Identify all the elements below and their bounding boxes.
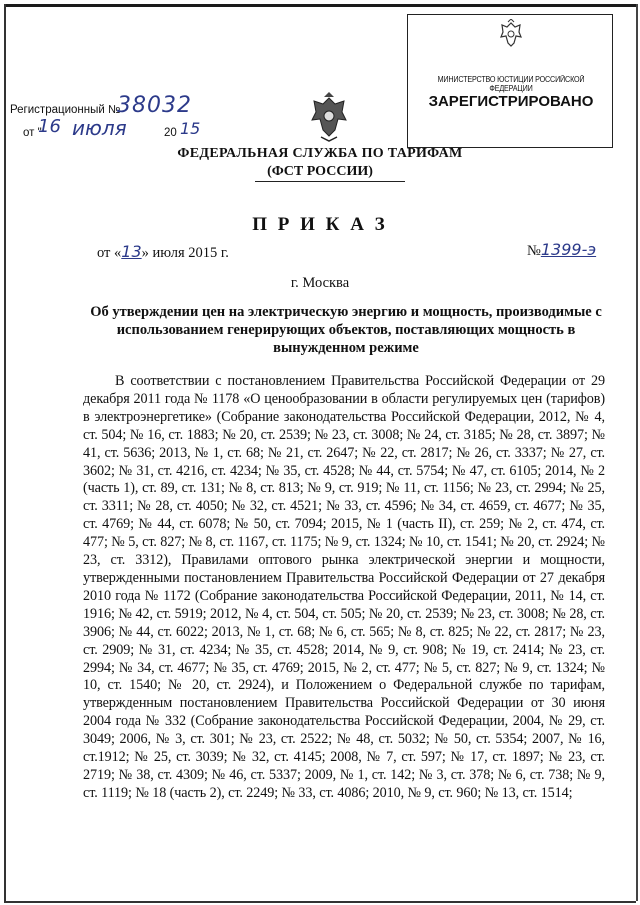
stamp-year-prefix: 20	[164, 127, 177, 139]
scan-edge-top	[4, 4, 636, 7]
stamp-ministry: МИНИСТЕРСТВО ЮСТИЦИИ РОССИЙСКОЙ ФЕДЕРАЦИИ	[437, 75, 585, 93]
document-title: Об утверждении цен на электрическую энергию и мощность, производимые с использованием генерирующих объектов, поставляющих мощность в вынужденном режиме	[90, 304, 602, 356]
stamp-year-handwritten: 15	[180, 119, 201, 138]
stamp-date-prefix: от "	[23, 127, 42, 139]
order-title: П Р И К А З	[252, 214, 388, 235]
order-date-suffix: » июля 2015 г.	[141, 245, 229, 261]
scan-edge-bottom	[4, 901, 636, 903]
stamp-day: 16	[38, 116, 61, 137]
order-city: г. Москва	[290, 275, 350, 291]
stamp-reg-label: Регистрационный №	[10, 104, 121, 116]
scan-edge-left	[4, 4, 6, 901]
coat-of-arms-small-icon	[498, 19, 524, 49]
stamp-month: июля	[72, 116, 127, 140]
header-divider	[255, 181, 405, 182]
agency-abbreviation: (ФСТ РОССИИ)	[267, 164, 373, 179]
stamp-reg-number: 38032	[117, 93, 192, 118]
registration-stamp	[407, 14, 613, 148]
order-date-day: 13	[121, 242, 142, 261]
order-number-value: 1399-э	[540, 240, 597, 259]
order-date-prefix: от «	[97, 245, 122, 261]
scan-edge-right	[636, 4, 638, 901]
body-paragraph: В соответствии с постановлением Правительства Российской Федерации от 29 декабря 2011 года № 1178 «О ценообразовании в области регулируемых цен (тарифов) в электроэнергетике» (Собрание законодательства Российской Федерации, 2012, № 4, ст. 504; № 16, ст. 1883; № 20, ст. 2539; № 23, ст. 3008; № 24, ст. 3185; № 28, ст. 3897; № 41, ст. 5636; 2013, № 1, ст. 68; № 21, ст. 2647; № 22, ст. 2817; № 26, ст. 3337; № 27, ст. 3602; № 31, ст. 4216, ст. 4234; № 35, ст. 4528; № 44, ст. 5754; № 47, ст. 6105; 2014, № 2 (часть 1), ст. 89, ст. 131; № 8, ст. 813; № 9, ст. 919; № 11, ст. 1156; № 23, ст. 2994; № 25, ст. 3311; № 28, ст. 4050; № 32, ст. 4521; № 33, ст. 4596; № 34, ст. 4659, ст. 4677; № 35, ст. 4769; № 44, ст. 6078; № 50, ст. 7094; 2015, № 1 (часть II), ст. 259; № 2, ст. 474, ст. 477; № 5, ст. 827; № 8, ст. 1167, ст. 1175; № 9, ст. 1324; № 10, ст. 1541; № 20, ст. 2924; № 23, ст. 3312), Правилами оптового рынка электрической энергии и мощности, утвержденными постановлением Правительства Российской Федерации от 27 декабря 2010 года № 1172 (Собрание законодательства Российской Федерации, 2011, № 14, ст. 1916; № 42, ст. 5919; 2012, № 4, ст. 504, ст. 505; № 20, ст. 2539; № 23, ст. 3008; № 28, ст. 3906; № 44, ст. 6022; 2013, № 1, ст. 68; № 6, ст. 565; № 8, ст. 825; № 22, ст. 2817; № 23, ст. 2909; № 31, ст. 4234; № 35, ст. 4528; 2014, № 9, ст. 908; № 19, ст. 2414; № 23, ст. 2994; № 34, ст. 4677; № 35, ст. 4769; 2015, № 2, ст. 477; № 5, ст. 827; № 9, ст. 1324; № 10, ст. 1540; № 20, ст. 2924), и Положением о Федеральной службе по тарифам, утвержденным постановлением Правительства Российской Федерации от 30 июня 2004 года № 332 (Собрание законодательства Российской Федерации, 2004, № 29, ст. 3049; 2006, № 3, ст. 301; № 23, ст. 2522; № 48, ст. 5032; № 50, ст. 5354; 2007, № 16, ст.1912; № 25, ст. 3039; № 32, ст. 4145; 2008, № 7, ст. 597; № 17, ст. 1897; № 23, ст. 2719; № 38, ст. 4309; № 46, ст. 5337; 2009, № 1, ст. 142; № 3, ст. 378; № 6, ст. 738; № 9, ст. 1119; № 18 (часть 2), ст. 2249; № 33, ст. 4086; 2010, № 9, ст. 960; № 13, ст. 1514;	[83, 373, 605, 801]
agency-name: ФЕДЕРАЛЬНАЯ СЛУЖБА ПО ТАРИФАМ	[177, 146, 463, 161]
order-number	[527, 240, 596, 260]
order-number-prefix: №	[527, 243, 541, 259]
stamp-status: ЗАРЕГИСТРИРОВАНО	[428, 93, 594, 110]
order-date	[97, 242, 229, 262]
coat-of-arms-icon	[308, 92, 350, 142]
